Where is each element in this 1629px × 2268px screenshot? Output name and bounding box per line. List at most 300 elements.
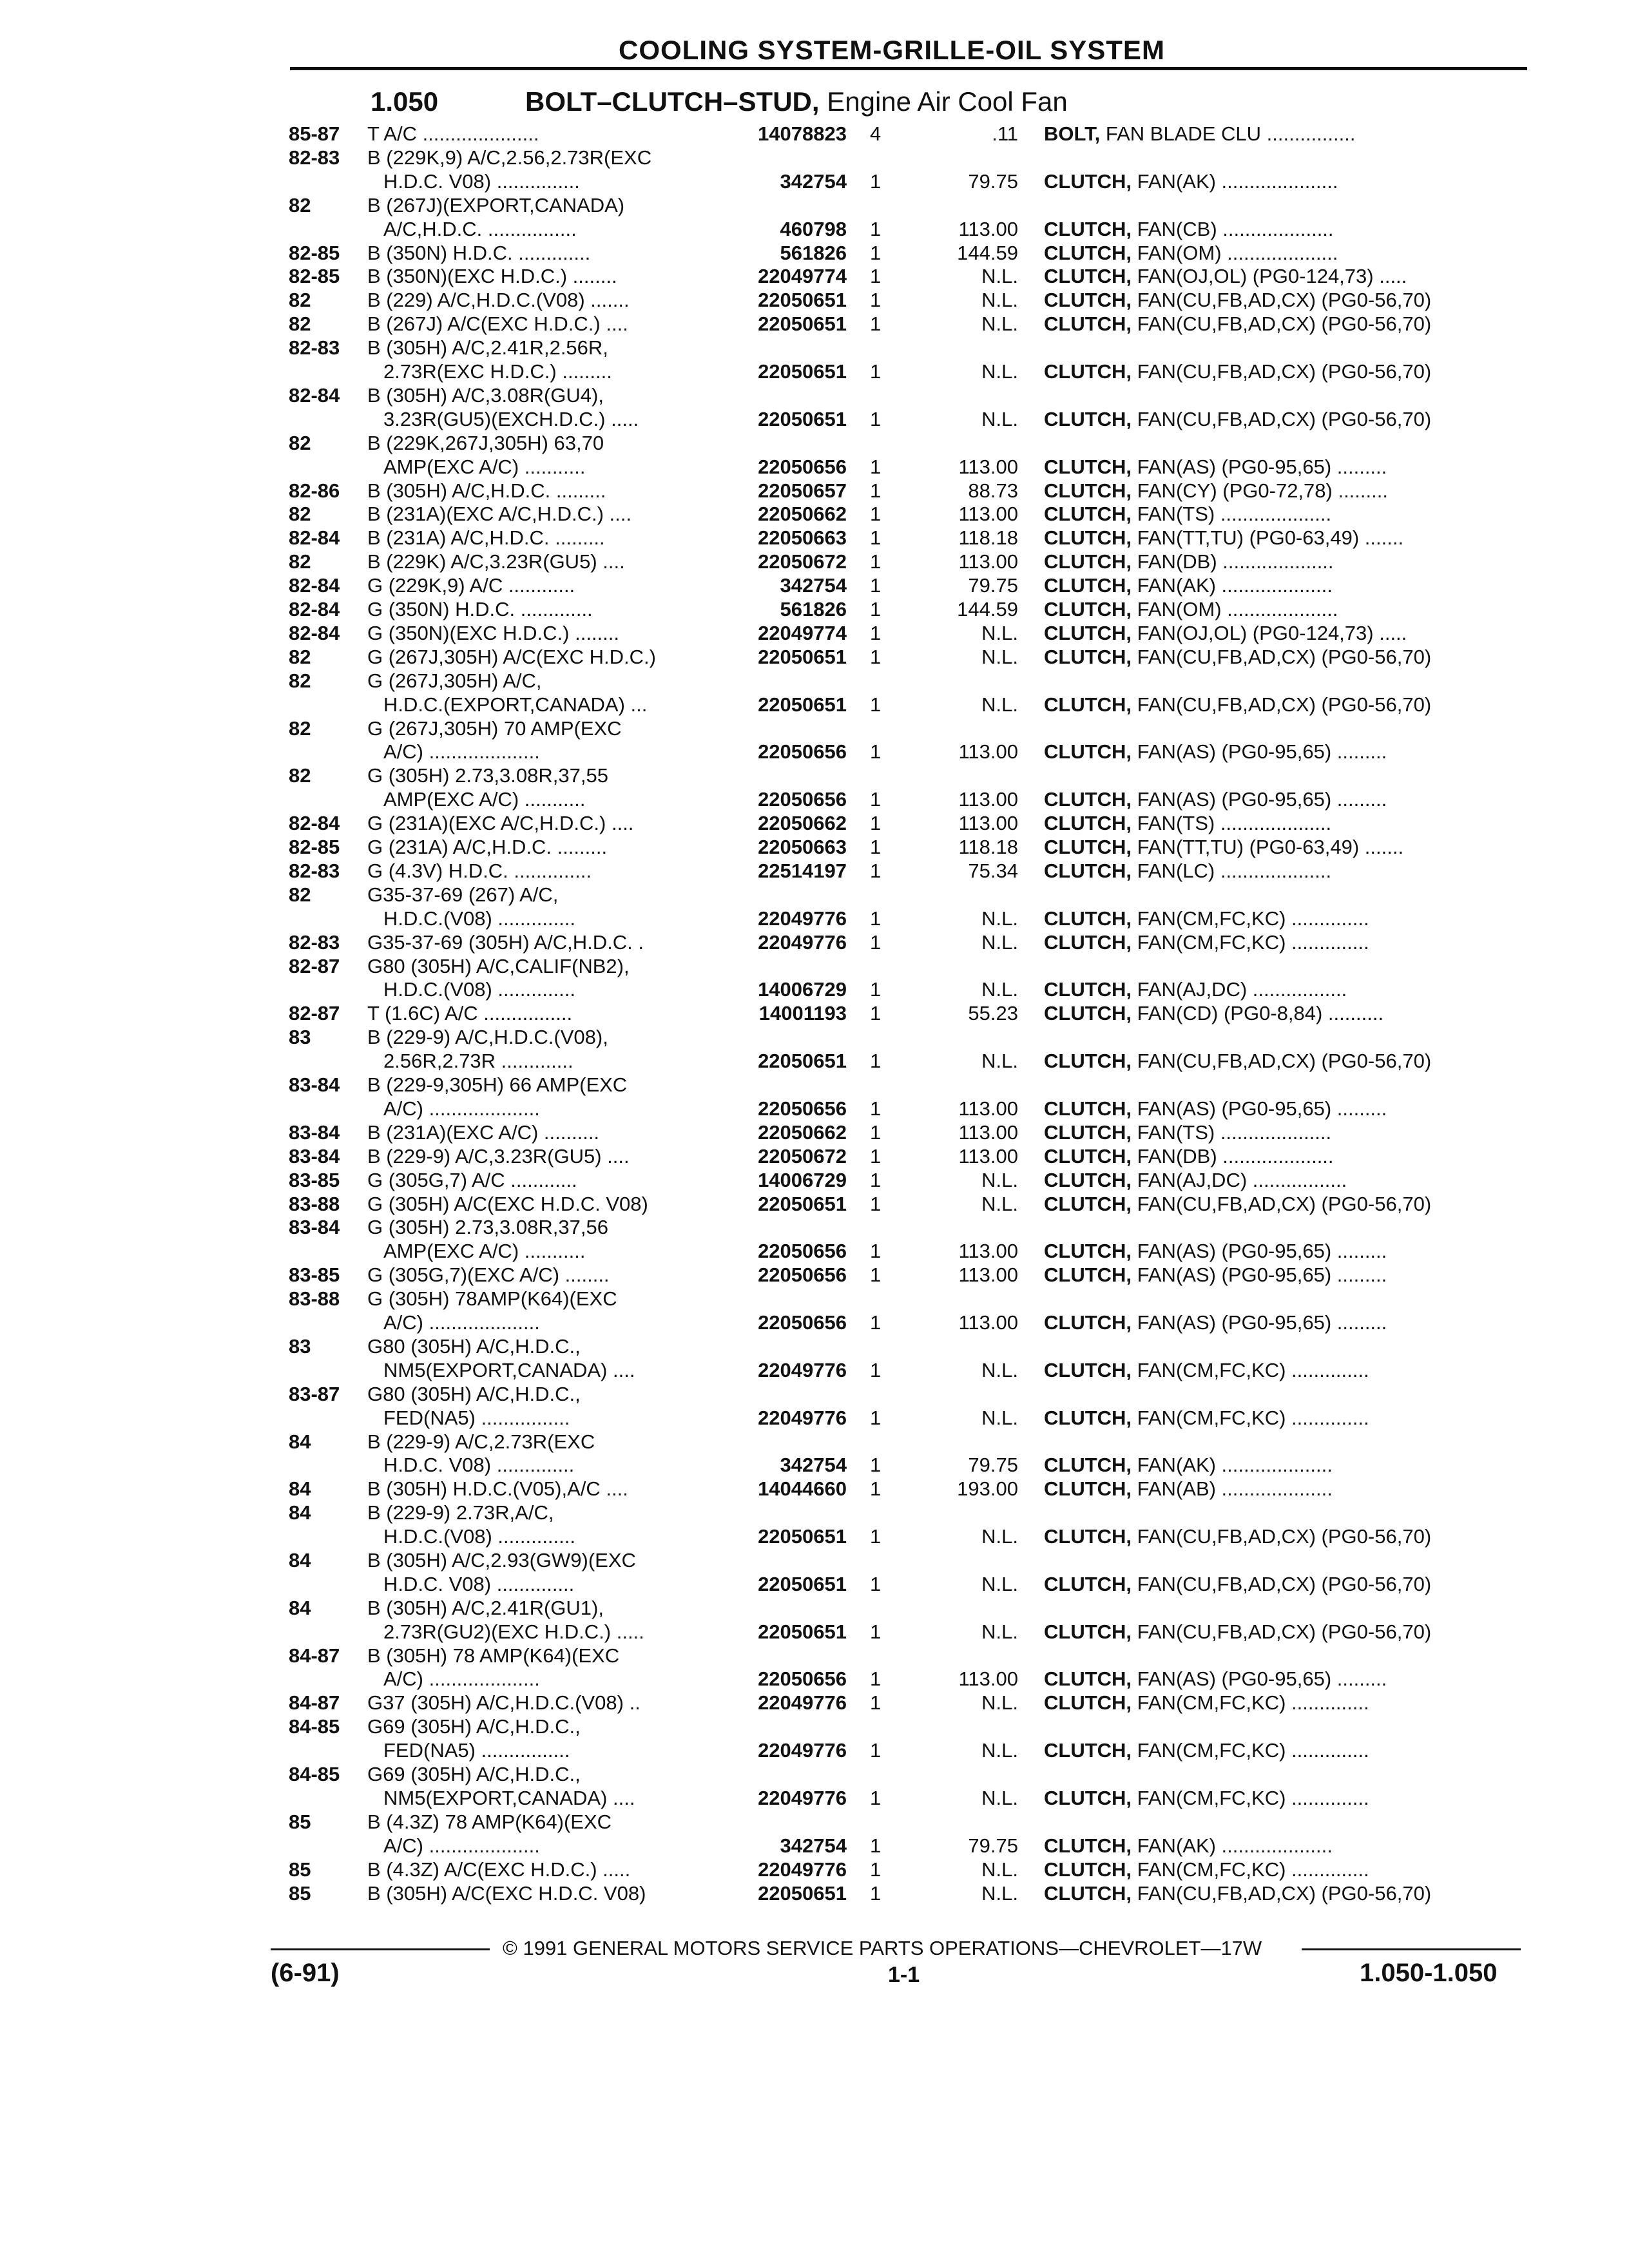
- price: N.L.: [981, 907, 1018, 930]
- model-year: 83-87: [289, 1382, 340, 1405]
- price: 75.34: [968, 859, 1018, 882]
- table-row: [0, 1286, 1629, 1334]
- description-continued: H.D.C.(EXPORT,CANADA) ...: [383, 693, 648, 716]
- part-number: 22050656: [758, 740, 847, 764]
- part-name-bold: CLUTCH,: [1044, 1477, 1132, 1501]
- table-row: [0, 240, 1629, 264]
- part-name: [1044, 1452, 1508, 1478]
- model-year: 82: [289, 503, 311, 526]
- part-name-bold: CLUTCH,: [1044, 1739, 1132, 1762]
- table-row: [0, 1690, 1629, 1714]
- price: N.L.: [981, 289, 1018, 312]
- model-year: 82: [289, 764, 311, 787]
- part-number: 14001193: [758, 1002, 847, 1025]
- table-row: [0, 1881, 1629, 1905]
- part-name-bold: CLUTCH,: [1044, 1120, 1132, 1144]
- quantity: 1: [870, 1358, 882, 1381]
- part-name: [1044, 287, 1508, 313]
- quantity: 1: [870, 1739, 882, 1762]
- price: 113.00: [958, 550, 1018, 573]
- part-name-bold: CLUTCH,: [1044, 1858, 1132, 1881]
- description-continued: AMP(EXC A/C) ...........: [383, 1240, 586, 1263]
- table-row: [0, 335, 1629, 383]
- description-continued: FED(NA5) ................: [383, 1739, 570, 1762]
- price: N.L.: [981, 1050, 1018, 1073]
- part-name-bold: CLUTCH,: [1044, 241, 1132, 264]
- description: T A/C .....................: [367, 122, 539, 145]
- part-number: 22050651: [758, 645, 847, 668]
- model-year: 82-84: [289, 383, 340, 407]
- part-name: [1044, 311, 1508, 337]
- part-number: 342754: [780, 574, 847, 597]
- part-name-rest: FAN(TT,TU) (PG0-63,49) .......: [1132, 836, 1404, 858]
- description: B (305H) A/C,2.93(GW9)(EXC: [367, 1549, 636, 1571]
- part-name: [1044, 692, 1508, 718]
- part-name-rest: FAN(CM,FC,KC) ..............: [1132, 1739, 1369, 1762]
- price: 113.00: [958, 740, 1018, 764]
- part-name-rest: FAN(CU,FB,AD,CX) (PG0-56,70): [1132, 1572, 1432, 1595]
- price: N.L.: [981, 930, 1018, 954]
- description: G (231A) A/C,H.D.C. .........: [367, 836, 608, 858]
- description: B (229-9) 2.73R,A/C,: [367, 1501, 554, 1524]
- part-number: 22049776: [758, 1858, 847, 1881]
- quantity: 1: [870, 788, 882, 811]
- quantity: 1: [870, 479, 882, 502]
- part-number: 14006729: [758, 1168, 847, 1191]
- part-number: 22049774: [758, 621, 847, 644]
- part-number: 22049776: [758, 1691, 847, 1715]
- footer-copyright: © 1991 GENERAL MOTORS SERVICE PARTS OPERATIONS—CHEVROLET—17W: [503, 1937, 1262, 1959]
- description: B (305H) H.D.C.(V05),A/C ....: [367, 1477, 628, 1501]
- part-name-bold: CLUTCH,: [1044, 1264, 1132, 1287]
- part-number: 22050656: [758, 455, 847, 478]
- part-name-rest: FAN(OM) ....................: [1132, 241, 1338, 264]
- quantity: 1: [870, 169, 882, 193]
- table-row: [0, 264, 1629, 287]
- description: G (350N)(EXC H.D.C.) ........: [367, 621, 619, 644]
- part-name-rest: FAN(CU,FB,AD,CX) (PG0-56,70): [1132, 1192, 1432, 1215]
- price: 113.00: [958, 1667, 1018, 1691]
- part-name: [1044, 930, 1508, 956]
- part-name: [1044, 1857, 1508, 1883]
- part-name-rest: FAN(AS) (PG0-95,65) .........: [1132, 740, 1387, 764]
- part-number: 22050663: [758, 526, 847, 550]
- price: .11: [992, 122, 1018, 145]
- part-number: 22050656: [758, 1667, 847, 1691]
- description-continued: A/C) ....................: [383, 1097, 540, 1120]
- part-name: [1044, 216, 1508, 242]
- part-name: [1044, 811, 1508, 836]
- description: G (4.3V) H.D.C. ..............: [367, 859, 592, 882]
- part-name: [1044, 858, 1508, 884]
- part-number: 22050651: [758, 1881, 847, 1905]
- part-number: 22050651: [758, 360, 847, 383]
- quantity: 4: [870, 122, 882, 145]
- part-name-bold: CLUTCH,: [1044, 621, 1132, 644]
- model-year: 82: [289, 716, 311, 740]
- table-row: [0, 287, 1629, 311]
- price: 113.00: [958, 1264, 1018, 1287]
- part-name-bold: CLUTCH,: [1044, 740, 1132, 764]
- table-row: [0, 597, 1629, 620]
- table-row: [0, 763, 1629, 811]
- description: G69 (305H) A/C,H.D.C.,: [367, 1763, 581, 1786]
- part-name: [1044, 525, 1508, 551]
- part-name-bold: CLUTCH,: [1044, 1168, 1132, 1191]
- table-row: [0, 620, 1629, 644]
- description: B (229-9) A/C,2.73R(EXC: [367, 1430, 595, 1453]
- table-row: [0, 121, 1629, 145]
- model-year: 83-84: [289, 1144, 340, 1168]
- price: N.L.: [981, 621, 1018, 644]
- table-row: [0, 1215, 1629, 1262]
- description: B (305H) A/C,2.41R(GU1),: [367, 1596, 604, 1619]
- model-year: 82-86: [289, 479, 340, 502]
- quantity: 1: [870, 1406, 882, 1429]
- part-number: 22049776: [758, 907, 847, 930]
- part-name-rest: FAN(CU,FB,AD,CX) (PG0-56,70): [1132, 1620, 1432, 1643]
- table-row: [0, 1001, 1629, 1024]
- part-number: 22050656: [758, 1240, 847, 1263]
- model-year: 82-84: [289, 598, 340, 620]
- price: N.L.: [981, 1192, 1018, 1215]
- part-number: 14006729: [758, 978, 847, 1001]
- quantity: 1: [870, 859, 882, 882]
- description: G (305G,7)(EXC A/C) ........: [367, 1264, 610, 1287]
- model-year: 82-85: [289, 241, 340, 264]
- table-row: [0, 1334, 1629, 1381]
- price: 118.18: [958, 836, 1018, 858]
- part-name-rest: FAN(CY) (PG0-72,78) .........: [1132, 479, 1388, 502]
- description: B (305H) A/C(EXC H.D.C. V08): [367, 1881, 646, 1905]
- part-number: 22050651: [758, 1050, 847, 1073]
- table-row: [0, 1144, 1629, 1168]
- table-row: [0, 525, 1629, 549]
- quantity: 1: [870, 1264, 882, 1287]
- quantity: 1: [870, 265, 882, 288]
- part-name-rest: FAN(TS) ....................: [1132, 1120, 1332, 1144]
- description: G (267J,305H) 70 AMP(EXC: [367, 716, 622, 740]
- price: 113.00: [958, 1311, 1018, 1334]
- part-name-bold: CLUTCH,: [1044, 1358, 1132, 1381]
- part-name-rest: FAN(TT,TU) (PG0-63,49) .......: [1132, 526, 1404, 550]
- part-number: 342754: [780, 169, 847, 193]
- part-name: [1044, 407, 1508, 432]
- part-number: 22050656: [758, 1097, 847, 1120]
- part-name: [1044, 1238, 1508, 1264]
- part-name: [1044, 739, 1508, 765]
- part-name-rest: FAN(CU,FB,AD,CX) (PG0-56,70): [1132, 1525, 1432, 1548]
- model-year: 82: [289, 645, 311, 668]
- part-name: [1044, 906, 1508, 932]
- part-name-bold: CLUTCH,: [1044, 1454, 1132, 1477]
- part-name: [1044, 1785, 1508, 1811]
- table-row: [0, 145, 1629, 193]
- part-number: 22049776: [758, 930, 847, 954]
- part-name-bold: CLUTCH,: [1044, 1881, 1132, 1905]
- description-continued: A/C) ....................: [383, 740, 540, 764]
- part-name-bold: CLUTCH,: [1044, 645, 1132, 668]
- part-name-rest: FAN(CM,FC,KC) ..............: [1132, 907, 1369, 930]
- part-name-bold: CLUTCH,: [1044, 978, 1132, 1001]
- description: B (305H) A/C,3.08R(GU4),: [367, 383, 604, 407]
- table-row: [0, 954, 1629, 1001]
- model-year: 84: [289, 1596, 311, 1619]
- price: 113.00: [958, 1120, 1018, 1144]
- part-number: 22050662: [758, 503, 847, 526]
- description: B (4.3Z) A/C(EXC H.D.C.) .....: [367, 1858, 631, 1881]
- part-number: 14044660: [758, 1477, 847, 1501]
- part-name-bold: CLUTCH,: [1044, 836, 1132, 858]
- part-name-bold: CLUTCH,: [1044, 360, 1132, 383]
- part-name: [1044, 1048, 1508, 1074]
- part-number: 22050662: [758, 1120, 847, 1144]
- price: N.L.: [981, 1168, 1018, 1191]
- quantity: 1: [870, 1120, 882, 1144]
- table-row: [0, 1168, 1629, 1191]
- part-name: [1044, 1619, 1508, 1645]
- price: 113.00: [958, 788, 1018, 811]
- quantity: 1: [870, 550, 882, 573]
- price: 79.75: [968, 1834, 1018, 1857]
- quantity: 1: [870, 407, 882, 430]
- price: N.L.: [981, 1881, 1018, 1905]
- part-number: 22050656: [758, 1311, 847, 1334]
- part-name: [1044, 597, 1508, 622]
- part-number: 22049776: [758, 1739, 847, 1762]
- model-year: 82-84: [289, 526, 340, 550]
- table-row: [0, 1429, 1629, 1477]
- part-number: 22050672: [758, 1144, 847, 1168]
- model-year: 82-87: [289, 1002, 340, 1025]
- quantity: 1: [870, 217, 882, 240]
- part-number: 22049776: [758, 1406, 847, 1429]
- table-row: [0, 1262, 1629, 1286]
- part-name: [1044, 977, 1508, 1003]
- description-continued: NM5(EXPORT,CANADA) ....: [383, 1358, 635, 1381]
- part-number: 22049774: [758, 265, 847, 288]
- price: 113.00: [958, 217, 1018, 240]
- quantity: 1: [870, 598, 882, 620]
- table-row: [0, 1191, 1629, 1215]
- description: G (305G,7) A/C ............: [367, 1168, 577, 1191]
- description: G37 (305H) A/C,H.D.C.(V08) ..: [367, 1691, 641, 1715]
- part-name-rest: FAN(CM,FC,KC) ..............: [1132, 1406, 1369, 1429]
- description: B (4.3Z) 78 AMP(K64)(EXC: [367, 1810, 612, 1833]
- part-name-bold: CLUTCH,: [1044, 169, 1132, 193]
- description: B (305H) A/C,2.41R,2.56R,: [367, 336, 608, 360]
- quantity: 1: [870, 1525, 882, 1548]
- part-name: [1044, 1358, 1508, 1383]
- model-year: 82: [289, 669, 311, 692]
- quantity: 1: [870, 360, 882, 383]
- part-name-bold: CLUTCH,: [1044, 1691, 1132, 1715]
- model-year: 84-85: [289, 1763, 340, 1786]
- quantity: 1: [870, 1192, 882, 1215]
- part-number: 22049776: [758, 1786, 847, 1809]
- footer-section-range: 1.050-1.050: [1360, 1959, 1498, 1987]
- part-name: [1044, 1191, 1508, 1217]
- price: N.L.: [981, 1620, 1018, 1643]
- quantity: 1: [870, 930, 882, 954]
- model-year: 84: [289, 1501, 311, 1524]
- quantity: 1: [870, 1691, 882, 1715]
- price: 113.00: [958, 1097, 1018, 1120]
- description-continued: H.D.C. V08) ..............: [383, 1454, 575, 1477]
- description: G (229K,9) A/C ............: [367, 574, 575, 597]
- price: 193.00: [957, 1477, 1018, 1501]
- part-number: 22050656: [758, 788, 847, 811]
- price: N.L.: [981, 1572, 1018, 1595]
- table-row: [0, 668, 1629, 716]
- part-number: 561826: [780, 241, 847, 264]
- part-name-rest: FAN(AS) (PG0-95,65) .........: [1132, 1311, 1387, 1334]
- quantity: 1: [870, 1097, 882, 1120]
- table-row: [0, 1643, 1629, 1691]
- part-number: 22050656: [758, 1264, 847, 1287]
- part-name-bold: CLUTCH,: [1044, 859, 1132, 882]
- part-name: [1044, 1405, 1508, 1431]
- quantity: 1: [870, 1050, 882, 1073]
- part-name-bold: CLUTCH,: [1044, 574, 1132, 597]
- part-number: 22050651: [758, 693, 847, 716]
- model-year: 85: [289, 1858, 311, 1881]
- quantity: 1: [870, 978, 882, 1001]
- quantity: 1: [870, 1572, 882, 1595]
- part-name: [1044, 1524, 1508, 1550]
- price: N.L.: [981, 645, 1018, 668]
- part-number: 22050662: [758, 812, 847, 835]
- model-year: 85: [289, 1881, 311, 1905]
- model-year: 82: [289, 883, 311, 906]
- part-name: [1044, 787, 1508, 812]
- price: N.L.: [981, 1858, 1018, 1881]
- description: B (350N)(EXC H.D.C.) ........: [367, 265, 617, 288]
- description: G80 (305H) A/C,H.D.C.,: [367, 1334, 581, 1358]
- model-year: 82-87: [289, 954, 340, 977]
- quantity: 1: [870, 1667, 882, 1691]
- quantity: 1: [870, 1002, 882, 1025]
- part-name: [1044, 240, 1508, 266]
- part-name-bold: CLUTCH,: [1044, 312, 1132, 336]
- quantity: 1: [870, 1240, 882, 1263]
- description: B (229K,9) A/C,2.56,2.73R(EXC: [367, 146, 652, 169]
- model-year: 82-83: [289, 930, 340, 954]
- part-name: [1044, 1120, 1508, 1146]
- price: 144.59: [957, 241, 1018, 264]
- model-year: 84: [289, 1549, 311, 1571]
- part-name-rest: FAN(CD) (PG0-8,84) ..........: [1132, 1002, 1384, 1025]
- quantity: 1: [870, 645, 882, 668]
- part-name: [1044, 1690, 1508, 1716]
- part-name-bold: CLUTCH,: [1044, 407, 1132, 430]
- part-name-bold: CLUTCH,: [1044, 1144, 1132, 1168]
- description: G (305H) A/C(EXC H.D.C. V08): [367, 1192, 648, 1215]
- part-name-bold: CLUTCH,: [1044, 289, 1132, 312]
- price: N.L.: [981, 1406, 1018, 1429]
- description-continued: H.D.C.(V08) ..............: [383, 1525, 575, 1548]
- part-name-rest: FAN(CU,FB,AD,CX) (PG0-56,70): [1132, 312, 1432, 336]
- table-row: [0, 644, 1629, 668]
- part-name-bold: CLUTCH,: [1044, 1002, 1132, 1025]
- part-name-rest: FAN(CU,FB,AD,CX) (PG0-56,70): [1132, 1881, 1432, 1905]
- page-header-title: COOLING SYSTEM-GRILLE-OIL SYSTEM: [619, 35, 1165, 65]
- part-name: [1044, 644, 1508, 670]
- price: 113.00: [958, 1240, 1018, 1263]
- description: G69 (305H) A/C,H.D.C.,: [367, 1715, 581, 1738]
- part-name-rest: FAN(AS) (PG0-95,65) .........: [1132, 1097, 1387, 1120]
- description: G (305H) 2.73,3.08R,37,55: [367, 764, 608, 787]
- quantity: 1: [870, 1858, 882, 1881]
- table-row: [0, 1809, 1629, 1857]
- part-number: 561826: [780, 598, 847, 620]
- part-name-bold: CLUTCH,: [1044, 217, 1132, 240]
- model-year: 83: [289, 1334, 311, 1358]
- part-name-rest: FAN(AJ,DC) .................: [1132, 978, 1347, 1001]
- description: G80 (305H) A/C,CALIF(NB2),: [367, 954, 630, 977]
- part-name: [1044, 1881, 1508, 1907]
- part-name-bold: CLUTCH,: [1044, 788, 1132, 811]
- part-number: 22050651: [758, 289, 847, 312]
- part-name: [1044, 1168, 1508, 1193]
- part-number: 460798: [780, 217, 847, 240]
- part-name-bold: CLUTCH,: [1044, 479, 1132, 502]
- part-number: 22050651: [758, 1192, 847, 1215]
- table-row: [0, 478, 1629, 502]
- table-row: [0, 1120, 1629, 1144]
- part-name-bold: CLUTCH,: [1044, 1311, 1132, 1334]
- part-name-bold: BOLT,: [1044, 122, 1101, 145]
- part-name-rest: FAN(TS) ....................: [1132, 812, 1332, 835]
- description: B (350N) H.D.C. .............: [367, 241, 591, 264]
- description-continued: FED(NA5) ................: [383, 1406, 570, 1429]
- model-year: 85-87: [289, 122, 340, 145]
- section-title: [525, 86, 1068, 117]
- part-name: [1044, 478, 1508, 504]
- table-row: [0, 716, 1629, 764]
- footer-rule-right: [1302, 1948, 1521, 1950]
- table-row: [0, 311, 1629, 335]
- quantity: 1: [870, 455, 882, 478]
- part-name-bold: CLUTCH,: [1044, 550, 1132, 573]
- description: G80 (305H) A/C,H.D.C.,: [367, 1382, 581, 1405]
- price: 113.00: [958, 455, 1018, 478]
- quantity: 1: [870, 574, 882, 597]
- table-row: [0, 1024, 1629, 1072]
- part-name: [1044, 1262, 1508, 1288]
- footer-date: (6-91): [271, 1959, 340, 1987]
- part-name-rest: FAN(DB) ....................: [1132, 550, 1334, 573]
- description: B (229) A/C,H.D.C.(V08) .......: [367, 289, 630, 312]
- part-name-rest: FAN BLADE CLU ................: [1100, 122, 1356, 145]
- quantity: 1: [870, 812, 882, 835]
- price: 79.75: [968, 574, 1018, 597]
- price: 55.23: [968, 1002, 1018, 1025]
- part-name-rest: FAN(AS) (PG0-95,65) .........: [1132, 1264, 1387, 1287]
- part-name-bold: CLUTCH,: [1044, 1050, 1132, 1073]
- part-name-bold: CLUTCH,: [1044, 1620, 1132, 1643]
- description: G (350N) H.D.C. .............: [367, 598, 593, 620]
- part-number: 22049776: [758, 1358, 847, 1381]
- part-name-rest: FAN(OJ,OL) (PG0-124,73) .....: [1132, 265, 1407, 288]
- price: N.L.: [981, 1691, 1018, 1715]
- description-continued: 3.23R(GU5)(EXCH.D.C.) .....: [383, 407, 639, 430]
- price: N.L.: [981, 1358, 1018, 1381]
- part-name-bold: CLUTCH,: [1044, 1834, 1132, 1857]
- quantity: 1: [870, 1786, 882, 1809]
- part-name-rest: FAN(DB) ....................: [1132, 1144, 1334, 1168]
- model-year: 83-85: [289, 1168, 340, 1191]
